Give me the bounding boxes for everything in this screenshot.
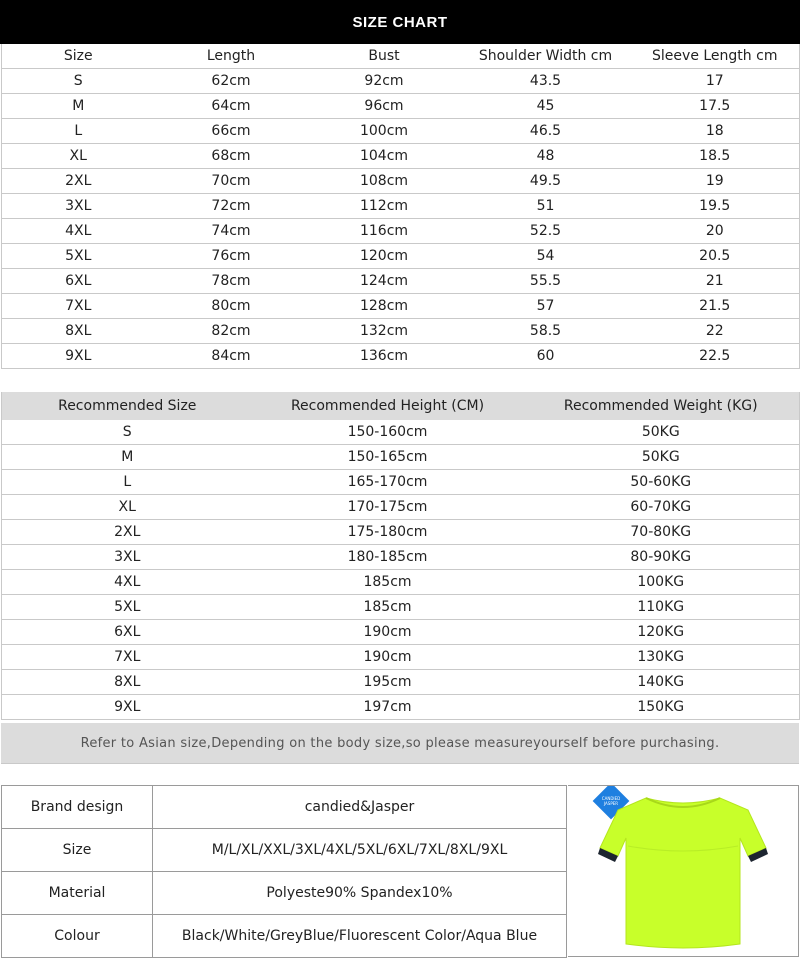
recommendation-cell-height: 197cm (253, 695, 523, 720)
recommendation-cell-weight: 100KG (523, 570, 800, 595)
size-chart-cell-bust: 128cm (308, 294, 461, 319)
size-chart-cell-shoulder-width: 57 (461, 294, 631, 319)
recommendation-header-row (2, 392, 800, 420)
size-chart-cell-size: S (2, 69, 155, 94)
svg-text:JASPER: JASPER (603, 801, 619, 806)
size-chart-row (2, 294, 800, 319)
size-chart-cell-size: 9XL (2, 344, 155, 369)
size-chart-cell-sleeve-length: 20.5 (631, 244, 800, 269)
recommendation-row (2, 645, 800, 670)
header-shoulder-width: Shoulder Width cm (461, 44, 631, 69)
recommendation-cell-weight: 60-70KG (523, 495, 800, 520)
size-chart-cell-size: 2XL (2, 169, 155, 194)
recommendation-table (1, 392, 800, 720)
recommendation-cell-size: L (2, 470, 253, 495)
recommendation-row (2, 495, 800, 520)
size-chart-cell-shoulder-width: 51 (461, 194, 631, 219)
size-chart-cell-bust: 124cm (308, 269, 461, 294)
size-chart-row (2, 244, 800, 269)
recommendation-cell-height: 190cm (253, 645, 523, 670)
recommendation-cell-size: S (2, 420, 253, 445)
size-chart-cell-length: 78cm (155, 269, 308, 294)
recommendation-cell-height: 165-170cm (253, 470, 523, 495)
recommendation-cell-weight: 130KG (523, 645, 800, 670)
size-chart-cell-sleeve-length: 18.5 (631, 144, 800, 169)
size-chart-cell-length: 82cm (155, 319, 308, 344)
size-chart-cell-length: 62cm (155, 69, 308, 94)
size-chart-row (2, 94, 800, 119)
recommendation-cell-weight: 50-60KG (523, 470, 800, 495)
size-chart-cell-bust: 100cm (308, 119, 461, 144)
size-chart-cell-sleeve-length: 17 (631, 69, 800, 94)
recommendation-row (2, 670, 800, 695)
size-chart-cell-size: 6XL (2, 269, 155, 294)
product-image (568, 785, 799, 957)
size-chart-cell-bust: 132cm (308, 319, 461, 344)
info-label: Brand design (2, 786, 153, 829)
info-row (2, 786, 567, 829)
product-info-table (1, 785, 567, 958)
size-chart-cell-sleeve-length: 19.5 (631, 194, 800, 219)
recommendation-cell-weight: 50KG (523, 445, 800, 470)
header-recommended-size: Recommended Size (2, 392, 253, 420)
header-sleeve-length: Sleeve Length cm (631, 44, 800, 69)
info-label: Size (2, 829, 153, 872)
size-chart-cell-shoulder-width: 60 (461, 344, 631, 369)
recommendation-cell-height: 150-165cm (253, 445, 523, 470)
size-chart-cell-bust: 136cm (308, 344, 461, 369)
sizing-note (1, 723, 799, 764)
size-chart-cell-size: XL (2, 144, 155, 169)
info-value: candied&Jasper (153, 786, 567, 829)
svg-text:CANDIED: CANDIED (601, 796, 621, 801)
info-row (2, 872, 567, 915)
size-chart-cell-bust: 92cm (308, 69, 461, 94)
header-length: Length (155, 44, 308, 69)
recommendation-cell-height: 175-180cm (253, 520, 523, 545)
size-chart-title-bar (0, 0, 800, 44)
size-chart-cell-shoulder-width: 43.5 (461, 69, 631, 94)
size-chart-cell-shoulder-width: 52.5 (461, 219, 631, 244)
size-chart-cell-length: 84cm (155, 344, 308, 369)
recommendation-cell-weight: 110KG (523, 595, 800, 620)
size-chart-row (2, 169, 800, 194)
size-chart-cell-sleeve-length: 18 (631, 119, 800, 144)
info-value: Polyeste90% Spandex10% (153, 872, 567, 915)
recommendation-cell-size: 7XL (2, 645, 253, 670)
header-recommended-height: Recommended Height (CM) (253, 392, 523, 420)
size-chart-row (2, 144, 800, 169)
recommendation-cell-size: 3XL (2, 545, 253, 570)
size-chart-cell-length: 80cm (155, 294, 308, 319)
recommendation-cell-weight: 140KG (523, 670, 800, 695)
header-bust: Bust (308, 44, 461, 69)
recommendation-row (2, 620, 800, 645)
size-chart-row (2, 269, 800, 294)
size-chart-cell-length: 64cm (155, 94, 308, 119)
tshirt-icon (598, 798, 768, 948)
size-chart-row (2, 319, 800, 344)
size-chart-row (2, 219, 800, 244)
size-chart-cell-bust: 112cm (308, 194, 461, 219)
size-chart-cell-sleeve-length: 21.5 (631, 294, 800, 319)
recommendation-cell-height: 185cm (253, 570, 523, 595)
info-value: M/L/XL/XXL/3XL/4XL/5XL/6XL/7XL/8XL/9XL (153, 829, 567, 872)
info-label: Colour (2, 915, 153, 958)
size-chart-row (2, 344, 800, 369)
size-chart-cell-size: 7XL (2, 294, 155, 319)
size-chart-cell-sleeve-length: 17.5 (631, 94, 800, 119)
recommendation-cell-weight: 80-90KG (523, 545, 800, 570)
size-chart-cell-size: 8XL (2, 319, 155, 344)
size-chart-cell-shoulder-width: 55.5 (461, 269, 631, 294)
recommendation-row (2, 595, 800, 620)
size-chart-cell-shoulder-width: 58.5 (461, 319, 631, 344)
recommendation-cell-height: 150-160cm (253, 420, 523, 445)
size-chart-cell-sleeve-length: 22 (631, 319, 800, 344)
size-chart-cell-shoulder-width: 48 (461, 144, 631, 169)
size-chart-cell-length: 72cm (155, 194, 308, 219)
size-chart-cell-bust: 120cm (308, 244, 461, 269)
size-chart-cell-length: 70cm (155, 169, 308, 194)
info-value: Black/White/GreyBlue/Fluorescent Color/Aqua Blue (153, 915, 567, 958)
recommendation-cell-height: 170-175cm (253, 495, 523, 520)
size-chart-row (2, 194, 800, 219)
size-chart-cell-length: 74cm (155, 219, 308, 244)
recommendation-cell-height: 190cm (253, 620, 523, 645)
info-label: Material (2, 872, 153, 915)
recommendation-cell-weight: 150KG (523, 695, 800, 720)
recommendation-cell-height: 180-185cm (253, 545, 523, 570)
size-chart-row (2, 119, 800, 144)
recommendation-cell-size: 5XL (2, 595, 253, 620)
page-title: SIZE CHART (352, 13, 448, 31)
size-chart-cell-sleeve-length: 22.5 (631, 344, 800, 369)
size-chart-cell-length: 68cm (155, 144, 308, 169)
size-chart-cell-size: L (2, 119, 155, 144)
size-chart-cell-shoulder-width: 45 (461, 94, 631, 119)
size-chart-cell-bust: 104cm (308, 144, 461, 169)
recommendation-cell-weight: 70-80KG (523, 520, 800, 545)
recommendation-cell-weight: 50KG (523, 420, 800, 445)
recommendation-cell-size: 2XL (2, 520, 253, 545)
header-recommended-weight: Recommended Weight (KG) (523, 392, 800, 420)
size-chart-cell-size: 5XL (2, 244, 155, 269)
size-chart-cell-bust: 108cm (308, 169, 461, 194)
size-chart-cell-sleeve-length: 20 (631, 219, 800, 244)
size-chart-cell-bust: 116cm (308, 219, 461, 244)
recommendation-cell-size: M (2, 445, 253, 470)
size-chart-cell-bust: 96cm (308, 94, 461, 119)
recommendation-cell-size: 9XL (2, 695, 253, 720)
recommendation-cell-size: 4XL (2, 570, 253, 595)
recommendation-cell-size: 6XL (2, 620, 253, 645)
recommendation-row (2, 570, 800, 595)
size-chart-row (2, 69, 800, 94)
recommendation-row (2, 520, 800, 545)
size-chart-cell-shoulder-width: 49.5 (461, 169, 631, 194)
header-size: Size (2, 44, 155, 69)
recommendation-cell-height: 185cm (253, 595, 523, 620)
size-chart-cell-shoulder-width: 46.5 (461, 119, 631, 144)
recommendation-row (2, 545, 800, 570)
recommendation-cell-height: 195cm (253, 670, 523, 695)
recommendation-cell-weight: 120KG (523, 620, 800, 645)
size-chart-cell-size: M (2, 94, 155, 119)
sizing-note-text: Refer to Asian size,Depending on the body size,so please measureyourself before purchasing. (80, 735, 720, 751)
size-chart-cell-size: 3XL (2, 194, 155, 219)
size-chart-cell-shoulder-width: 54 (461, 244, 631, 269)
recommendation-row (2, 445, 800, 470)
size-chart-cell-length: 76cm (155, 244, 308, 269)
recommendation-row (2, 420, 800, 445)
size-chart-cell-length: 66cm (155, 119, 308, 144)
info-row (2, 829, 567, 872)
size-chart-table (1, 44, 800, 369)
recommendation-row (2, 695, 800, 720)
size-chart-cell-size: 4XL (2, 219, 155, 244)
tshirt-illustration (568, 786, 799, 958)
recommendation-cell-size: XL (2, 495, 253, 520)
size-chart-cell-sleeve-length: 21 (631, 269, 800, 294)
recommendation-cell-size: 8XL (2, 670, 253, 695)
size-chart-header-row (2, 44, 800, 69)
size-chart-cell-sleeve-length: 19 (631, 169, 800, 194)
info-row (2, 915, 567, 958)
recommendation-row (2, 470, 800, 495)
